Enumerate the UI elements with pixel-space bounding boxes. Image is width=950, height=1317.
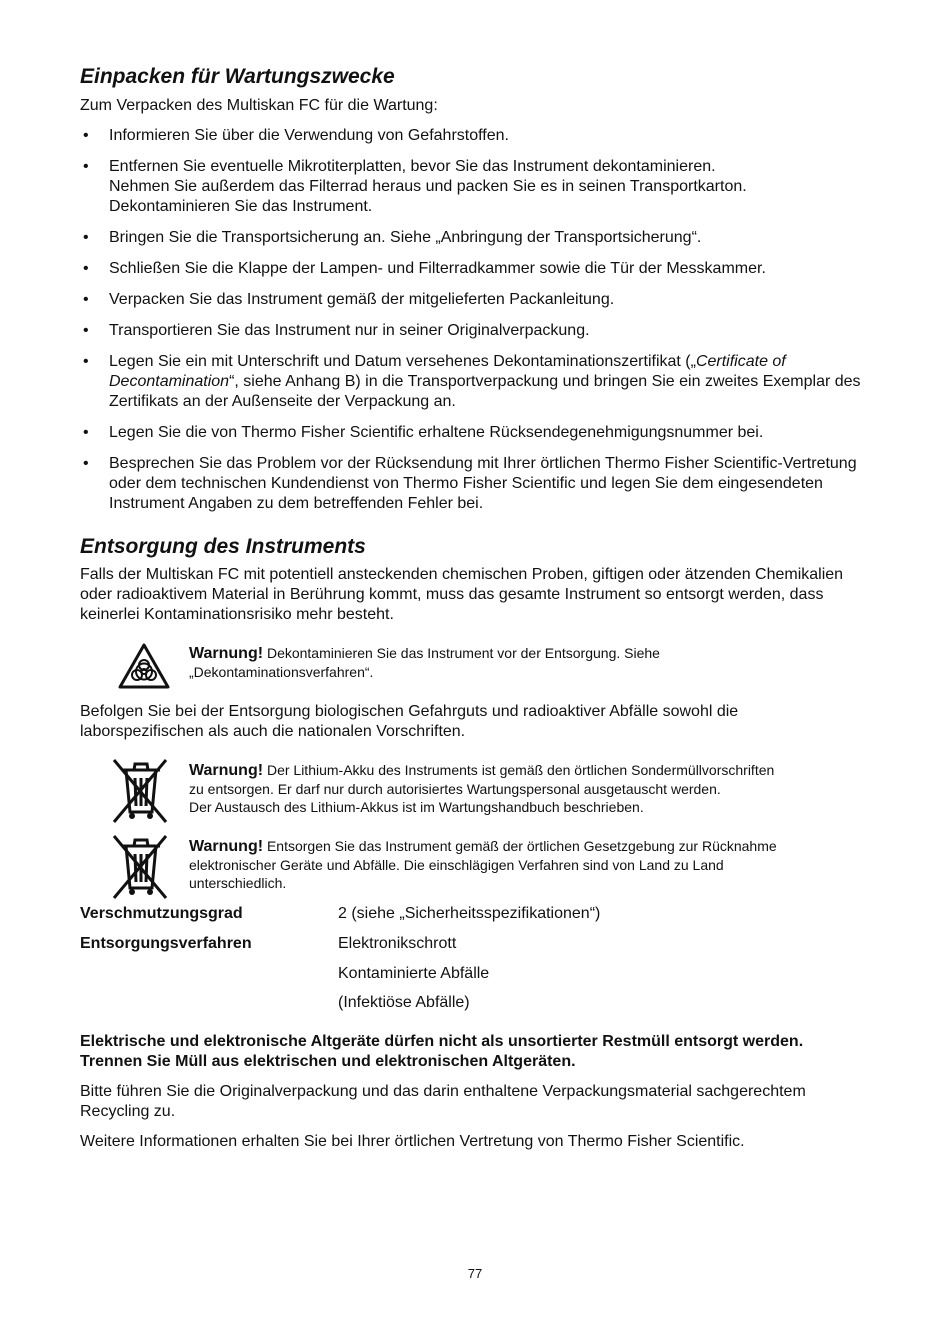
warning-text: Warnung! Der Lithium-Akku des Instruments ist gemäß den örtlichen Sondermüllvorschriften zu entsorgen. Er darf nur durch autorisiertes Wartungspersonal ausgetauscht werden. Der Austausch des Lithium-Akkus ist im Wartungshandbuch beschrieben.	[189, 762, 775, 815]
spec-label: Entsorgungsverfahren	[80, 935, 252, 952]
bullet-icon: •	[83, 291, 89, 308]
spec-value: 2 (siehe „Sicherheitsspezifikationen“)	[338, 905, 601, 922]
bullet-icon: •	[83, 158, 89, 175]
warning-weee	[80, 834, 870, 904]
disposal-intro: Falls der Multiskan FC mit potentiell ansteckenden chemischen Proben, giftigen oder ätzenden Chemikalien oder radioaktivem Material in Berührung kommt, muss das gesamte Instrument so entsorgt werden, dass keinerlei Kontaminationsrisiko mehr besteht.	[80, 566, 844, 623]
warning-label: Warnung!	[189, 762, 264, 779]
bullet-icon: •	[83, 353, 89, 370]
bullet-icon: •	[83, 229, 89, 246]
list-item: • Besprechen Sie das Problem vor der Rücksendung mit Ihrer örtlichen Thermo Fisher Scientific-Vertretung oder dem technischen Kundendienst von Thermo Fisher Scientific und legen Sie dem eingesendeten Instrument Angaben zu dem betreffenden Fehler bei.	[83, 455, 857, 512]
warning-decontaminate	[80, 640, 870, 692]
bullet-icon: •	[83, 322, 89, 339]
warning-text: Warnung! Dekontaminieren Sie das Instrument vor der Entsorgung. Siehe „Dekontaminationsverfahren“.	[189, 645, 660, 680]
weee-note: Elektrische und elektronische Altgeräte dürfen nicht als unsortierter Restmüll entsorgt werden. Trennen Sie Müll aus elektrischen und elektronischen Altgeräten.	[80, 1033, 804, 1070]
bullet-icon: •	[83, 127, 89, 144]
warning-label: Warnung!	[189, 838, 264, 855]
bullet-icon: •	[83, 424, 89, 441]
spec-value: (Infektiöse Abfälle)	[338, 994, 470, 1011]
page-number: 77	[467, 1266, 483, 1281]
warning-battery	[80, 758, 870, 828]
spec-value: Kontaminierte Abfälle	[338, 965, 490, 982]
disposal-regulations: Befolgen Sie bei der Entsorgung biologischen Gefahrguts und radioaktiver Abfälle sowohl die laborspezifischen als auch die nationalen Vorschriften.	[80, 703, 739, 740]
list-item: • Transportieren Sie das Instrument nur in seiner Originalverpackung.	[83, 322, 590, 339]
warning-label: Warnung!	[189, 645, 264, 662]
bullet-icon: •	[83, 260, 89, 277]
crossed-out-bin-icon	[108, 758, 172, 829]
spec-value: Elektronikschrott	[338, 935, 457, 952]
list-item: • Legen Sie die von Thermo Fisher Scientific erhaltene Rücksendegenehmigungsnummer bei.	[83, 424, 764, 441]
list-item: • Entfernen Sie eventuelle Mikrotiterplatten, bevor Sie das Instrument dekontaminieren. Nehmen Sie außerdem das Filterrad heraus und packen Sie es in seinen Transportkarton. Dekontaminieren Sie das Instrument.	[83, 158, 747, 215]
warning-text: Warnung! Entsorgen Sie das Instrument gemäß der örtlichen Gesetzgebung zur Rücknahme elektronischer Geräte und Abfälle. Die einschlägigen Verfahren sind von Land zu Land unterschiedlich.	[189, 838, 777, 891]
biohazard-icon	[118, 643, 170, 694]
list-item: • Bringen Sie die Transportsicherung an. Siehe „Anbringung der Transportsicherung“.	[83, 229, 702, 246]
crossed-out-bin-icon	[108, 834, 172, 905]
packing-intro: Zum Verpacken des Multiskan FC für die Wartung:	[80, 97, 438, 114]
list-item: • Verpacken Sie das Instrument gemäß der mitgelieferten Packanleitung.	[83, 291, 615, 308]
bullet-icon: •	[83, 455, 89, 472]
more-info-note: Weitere Informationen erhalten Sie bei Ihrer örtlichen Vertretung von Thermo Fisher Scientific.	[80, 1133, 745, 1150]
list-item: • Legen Sie ein mit Unterschrift und Datum versehenes Dekontaminationszertifikat („Certificate of Decontamination“, siehe Anhang B) in die Transportverpackung und bringen Sie ein zweites Exemplar des Zertifikats an der Außenseite der Verpackung an.	[83, 353, 861, 410]
list-item: • Informieren Sie über die Verwendung von Gefahrstoffen.	[83, 127, 509, 144]
spec-label: Verschmutzungsgrad	[80, 905, 243, 922]
recycling-note: Bitte führen Sie die Originalverpackung und das darin enthaltene Verpackungsmaterial sachgerechtem Recycling zu.	[80, 1083, 806, 1120]
section-heading-disposal: Entsorgung des Instruments	[80, 535, 366, 558]
section-heading-packing: Einpacken für Wartungszwecke	[80, 65, 395, 88]
packing-bullet-list	[80, 126, 870, 525]
list-item: • Schließen Sie die Klappe der Lampen- und Filterradkammer sowie die Tür der Messkammer.	[83, 260, 766, 277]
